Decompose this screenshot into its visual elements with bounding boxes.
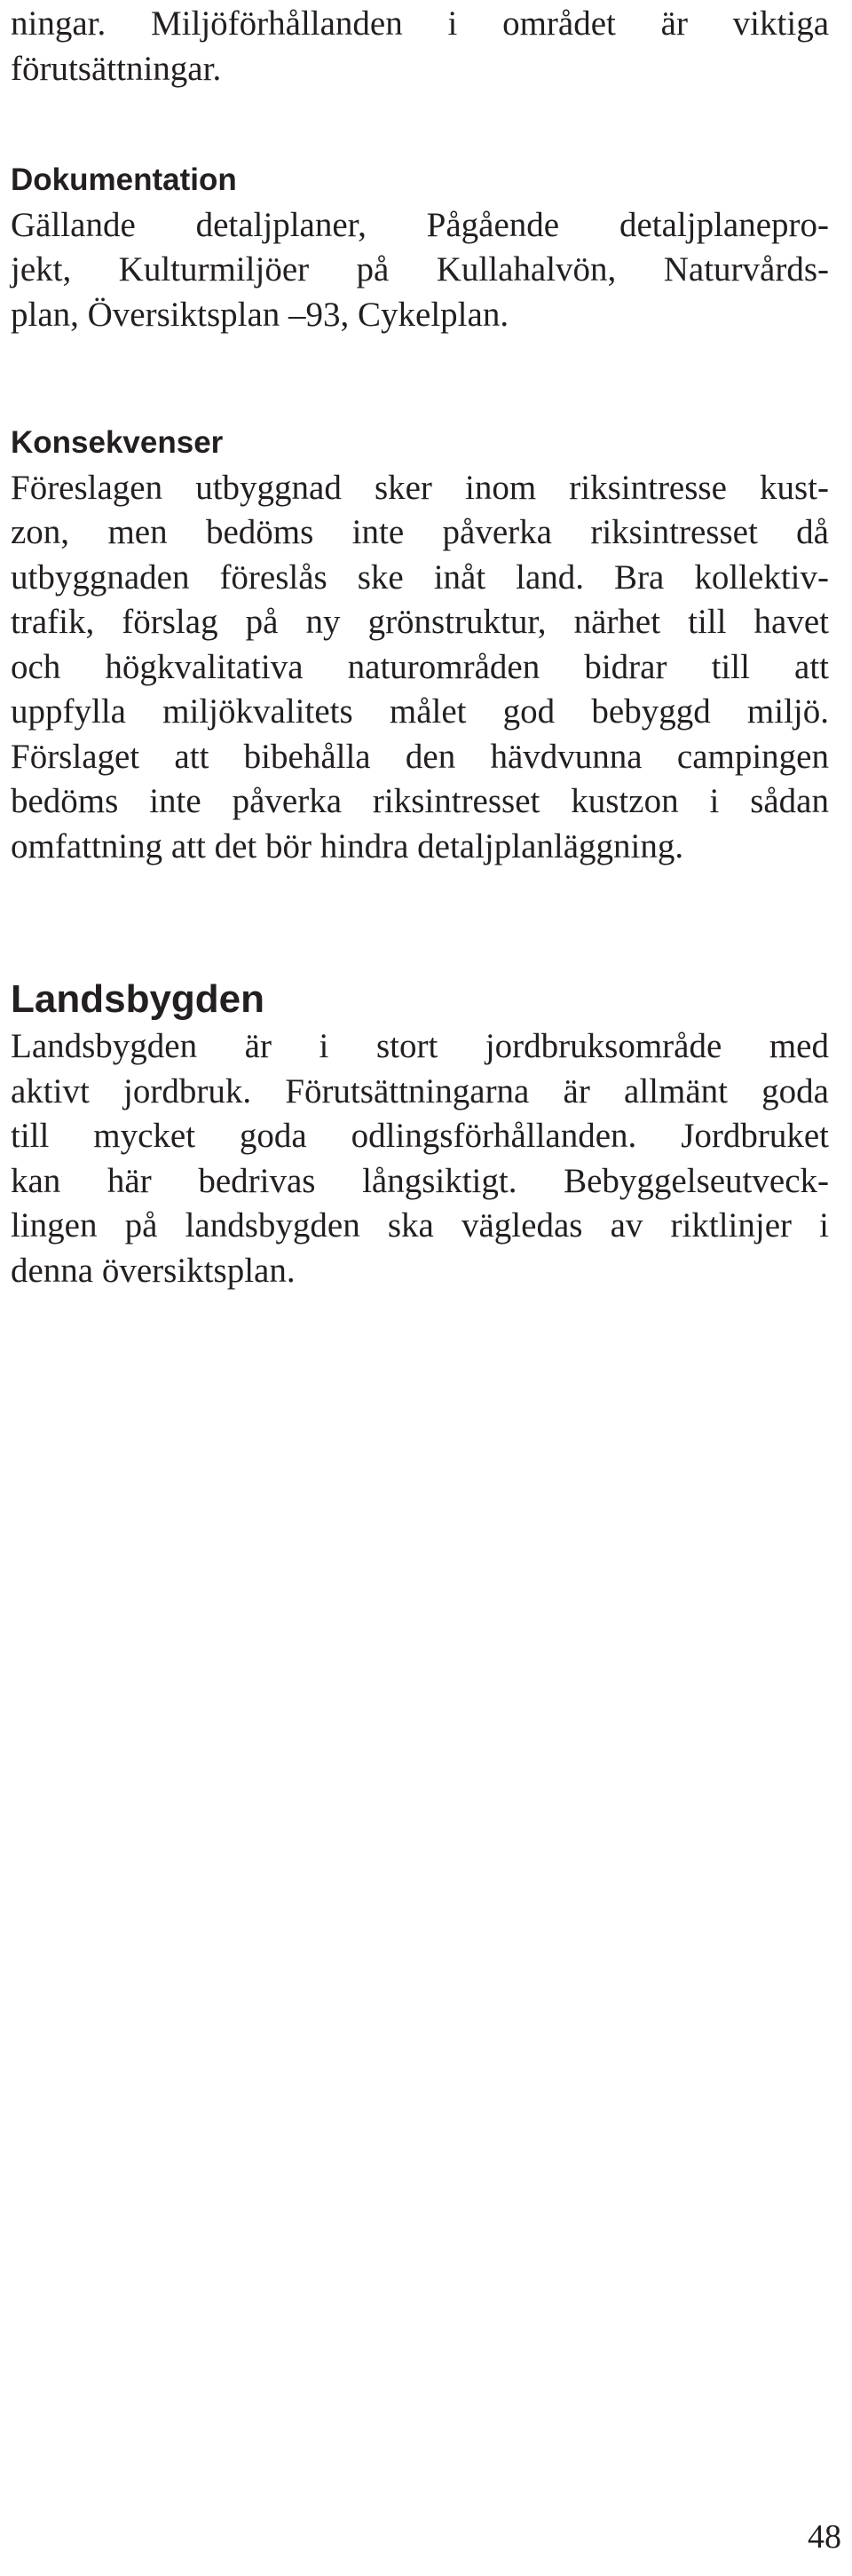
intro-line: förutsättningar.	[11, 49, 222, 88]
konsekvenser-line: Föreslagen utbyggnad sker inom riksintresse kust-	[11, 468, 829, 507]
dokumentation-line: plan, Översiktsplan –93, Cykelplan.	[11, 295, 509, 334]
dokumentation-line: Gällande detaljplaner, Pågående detaljplanepro-	[11, 205, 829, 244]
landsbygden-line: denna översiktsplan.	[11, 1251, 296, 1290]
intro-paragraph	[11, 2, 829, 91]
konsekvenser-line: Förslaget att bibehålla den hävdvunna campingen	[11, 737, 829, 776]
konsekvenser-heading: Konsekvenser	[11, 425, 224, 460]
konsekvenser-line: uppfylla miljökvalitets målet god bebyggd miljö.	[11, 692, 829, 731]
page-number: 48	[808, 2518, 841, 2556]
dokumentation-heading: Dokumentation	[11, 162, 237, 197]
konsekvenser-line: trafik, förslag på ny grönstruktur, närhet till havet	[11, 603, 829, 641]
dokumentation-section	[11, 158, 829, 337]
landsbygden-line: Landsbygden är i stort jordbruksområde med	[11, 1027, 829, 1065]
konsekvenser-line: omfattning att det bör hindra detaljplanläggning.	[11, 826, 684, 865]
konsekvenser-line: bedöms inte påverka riksintresset kustzon i sådan	[11, 782, 829, 820]
landsbygden-heading: Landsbygden	[11, 977, 265, 1021]
konsekvenser-line: utbyggnaden föreslås ske inåt land. Bra kollektiv-	[11, 557, 829, 597]
konsekvenser-line: och högkvalitativa naturområden bidrar till att	[11, 647, 829, 686]
dokumentation-line: jekt, Kulturmiljöer på Kullahalvön, Naturvårds-	[11, 250, 829, 288]
intro-line: ningar. Miljöförhållanden i området är viktiga	[11, 4, 829, 43]
landsbygden-section	[11, 975, 829, 1293]
konsekvenser-section	[11, 421, 829, 869]
konsekvenser-line: zon, men bedöms inte påverka riksintresset då	[11, 513, 829, 551]
landsbygden-line: till mycket goda odlingsförhållanden. Jordbruket	[11, 1117, 829, 1155]
landsbygden-line: lingen på landsbygden ska vägledas av riktlinjer i	[11, 1206, 829, 1245]
landsbygden-line: aktivt jordbruk. Förutsättningarna är allmänt goda	[11, 1071, 829, 1110]
landsbygden-line: kan här bedrivas långsiktigt. Bebyggelseutveck-	[11, 1161, 829, 1200]
